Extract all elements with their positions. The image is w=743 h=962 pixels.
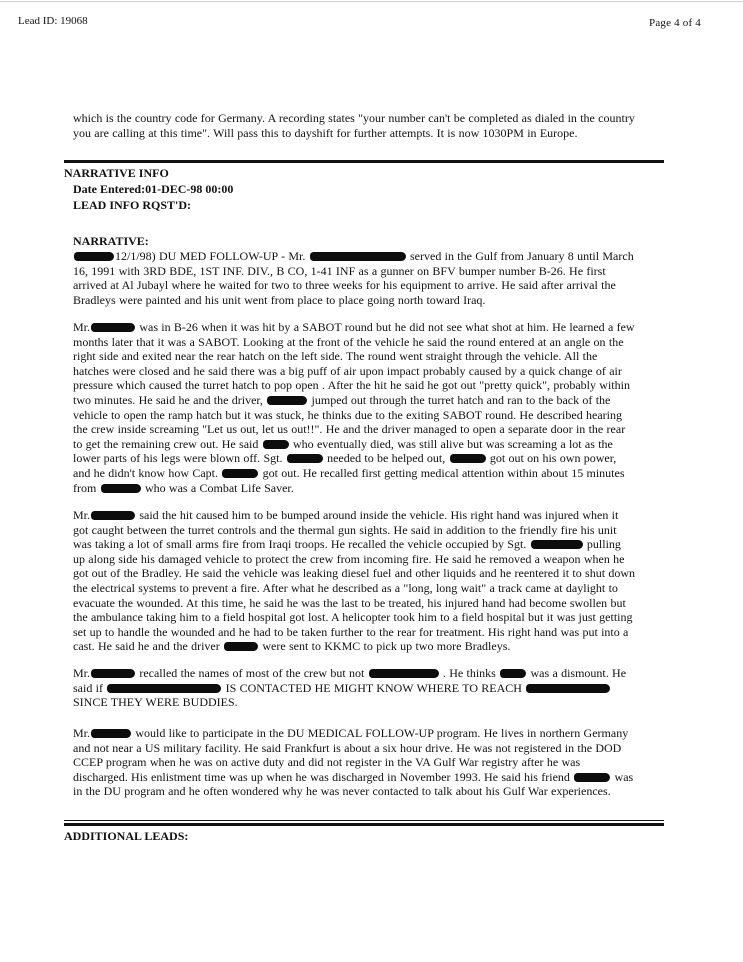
redaction-mark xyxy=(369,669,439,678)
paragraph-text: IS CONTACTED HE MIGHT KNOW WHERE TO REACH xyxy=(225,680,522,695)
redaction-mark xyxy=(531,540,583,549)
redaction-mark xyxy=(74,252,114,261)
page-number: Page 4 of 4 xyxy=(649,17,701,29)
redaction-mark xyxy=(574,773,610,782)
top-edge-line xyxy=(0,1,743,2)
narrative-paragraph-1 xyxy=(73,249,635,307)
paragraph-text: . He thinks xyxy=(442,666,496,680)
redaction-mark xyxy=(91,669,135,678)
date-entered: Date Entered:01-DEC-98 00:00 xyxy=(73,182,234,196)
redaction-mark xyxy=(91,511,135,520)
redaction-mark xyxy=(222,469,258,478)
paragraph-text: was in the DU program and he often wondered why he was never contacted to talk about his Gulf War experiences. xyxy=(73,769,634,799)
section-divider xyxy=(64,160,664,163)
redaction-mark xyxy=(107,684,221,693)
redaction-mark xyxy=(267,396,307,405)
redaction-mark xyxy=(263,440,289,449)
paragraph-text: 12/1/98) DU MED FOLLOW-UP - Mr. xyxy=(115,249,306,263)
paragraph-text: got out on his own power, and he didn't know how Capt. xyxy=(73,451,617,480)
paragraph-text: Mr. xyxy=(73,320,91,334)
paragraph-text: recalled the names of most of the crew but not xyxy=(139,666,365,680)
redaction-mark xyxy=(310,252,406,261)
section-divider xyxy=(64,820,664,821)
section-divider xyxy=(64,823,664,826)
redaction-mark xyxy=(91,729,131,738)
paragraph-text: said the hit caused him to be bumped around inside the vehicle. His right hand was injured when it got caught between the turret controls and the thermal gun sights. He said in addition to the friendly fire his unit was taking a lot of small arms fire from Iraqi troops. He recalled the vehicle occupied by Sgt. xyxy=(73,508,619,552)
narrative-heading: NARRATIVE: xyxy=(73,234,149,248)
paragraph-text: Mr. xyxy=(73,726,91,740)
redaction-mark xyxy=(91,323,135,332)
paragraph-text: got out. He recalled first getting medical attention within about 15 minutes from xyxy=(73,465,625,495)
redaction-mark xyxy=(526,684,610,693)
lead-id: Lead ID: 19068 xyxy=(18,15,88,27)
redaction-mark xyxy=(450,454,486,463)
paragraph-text: needed to be helped out, xyxy=(327,451,446,466)
intro-paragraph: which is the country code for Germany. A recording states "your number can't be completed as dialed in the country you are calling at this time". Will pass this to dayshift for further attempts. It is now 1030PM in Europe. xyxy=(73,111,635,140)
redaction-mark xyxy=(500,669,526,678)
paragraph-text: was a dismount. He said if xyxy=(73,666,627,695)
additional-leads-heading: ADDITIONAL LEADS: xyxy=(64,829,189,843)
redaction-mark xyxy=(101,484,141,493)
paragraph-text: who was a Combat Life Saver. xyxy=(144,480,294,495)
narrative-paragraph-4 xyxy=(73,666,635,710)
narrative-paragraph-3 xyxy=(73,508,635,654)
paragraph-text: pulling up along side his damaged vehicle to protect the crew from incoming fire. He said he removed a weapon when he got out of the Bradley. He said the vehicle was leaking diesel fuel and other liquids and he reentered it to shut down the electrical systems to prevent a fire. After what he described as a "long, long wait" a track came at daylight to evacuate the wounded. At this time, he said he was the last to be treated, his injured hand had become swollen but the ambulance taking him to a field hospital got lost. A helicopter took him to a field hospital but it was just getting set up to handle the wounded and he had to be taken further to the rear for treatment. His right hand was put into a cast. He said he and the driver xyxy=(73,537,635,654)
redaction-mark xyxy=(224,642,258,651)
paragraph-text: SINCE THEY WERE BUDDIES. xyxy=(73,695,238,710)
paragraph-text: was in B-26 when it was hit by a SABOT round but he did not see what shot at him. He learned a few months later that it was a SABOT. Looking at the front of the vehicle he said the round entered at an angle on the right side and exited near the rear hatch on the left side. The round went straight through the vehicle. All the hatches were closed and he said there was a big puff of air upon impact probably caused by a quick change of air pressure which caused the turret hatch to pop open . After the hit he said he got out "pretty quick", probably within two minutes. He said he and the driver, xyxy=(73,320,635,407)
narrative-info-heading: NARRATIVE INFO xyxy=(64,166,169,180)
lead-info-requested: LEAD INFO RQST'D: xyxy=(73,198,192,212)
paragraph-text: jumped out through the turret hatch and ran to the back of the vehicle to open the ramp hatch but it was stuck, he thinks due to the exiting SABOT round. He described hearing the crew inside screaming "Let us out, let us out!!". He and the driver managed to open a separate door in the rear to get the remaining crew out. He said xyxy=(73,392,626,451)
paragraph-text: Mr. xyxy=(73,508,91,522)
paragraph-text: were sent to KKMC to pick up two more Bradleys. xyxy=(262,639,511,654)
paragraph-text: served in the Gulf from January 8 until March 16, 1991 with 3RD BDE, 1ST INF. DIV., B CO, 1-41 INF as a gunner on BFV bumper number B-26. He first arrived at Al Jubayl where he waited for two to three weeks for his equipment to arrive. He said after arrival the Bradleys were painted and his unit went from place to place going north toward Iraq. xyxy=(73,249,634,307)
narrative-paragraph-2 xyxy=(73,320,635,495)
narrative-paragraph-5 xyxy=(73,726,635,799)
paragraph-text: Mr. xyxy=(73,666,91,680)
redaction-mark xyxy=(287,454,323,463)
paragraph-text: who eventually died, was still alive but was screaming a lot as the lower parts of his legs were blown off. Sgt. xyxy=(73,436,613,466)
paragraph-text: would like to participate in the DU MEDICAL FOLLOW-UP program. He lives in northern Germany and not near a US military facility. He said Frankfurt is about a six hour drive. He was not registered in the DOD CCEP program when he was on active duty and did not register in the VA Gulf War registry after he was discharged. His enlistment time was up when he was discharged in November 1993. He said his friend xyxy=(73,726,629,784)
